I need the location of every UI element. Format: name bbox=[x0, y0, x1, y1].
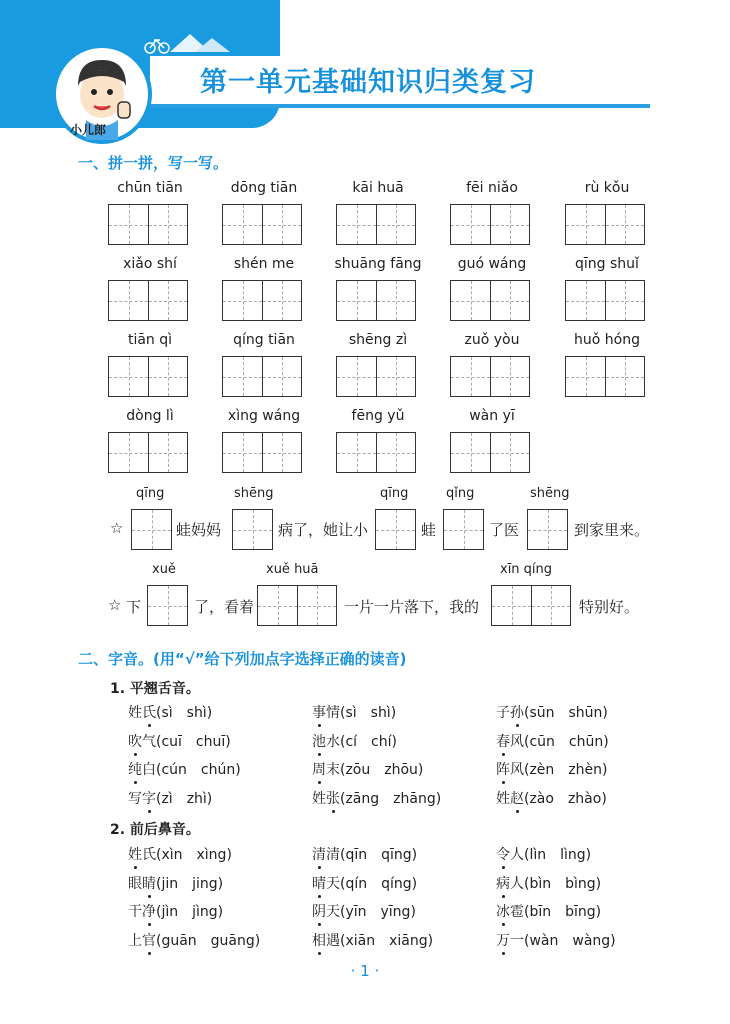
word-char: 风 bbox=[510, 762, 524, 778]
section2-title: 二、字音。(用“√”给下列加点字选择正确的读音) bbox=[78, 650, 407, 668]
write-box[interactable] bbox=[450, 280, 530, 321]
sentence2-pinyin-1: xuě bbox=[152, 562, 176, 577]
sentence1-pinyin-2: shēng bbox=[234, 486, 274, 501]
write-box[interactable] bbox=[527, 509, 568, 550]
pinyin-options: (bìn bìng) bbox=[524, 875, 602, 892]
word-char: 情 bbox=[326, 705, 340, 721]
tone-choice-item[interactable] bbox=[312, 759, 423, 779]
pinyin-options: (zào zhào) bbox=[524, 790, 607, 807]
pinyin-label: xìng wáng bbox=[227, 408, 301, 424]
bike-mountain-icon bbox=[140, 28, 250, 56]
subsection2-title: 2. 前后鼻音。 bbox=[110, 822, 200, 838]
pinyin-label: shēng zì bbox=[348, 332, 408, 348]
word-char: 令 bbox=[496, 844, 510, 864]
pinyin-options: (guān guāng) bbox=[156, 932, 261, 949]
word-char: 官 bbox=[142, 930, 156, 950]
write-box[interactable] bbox=[565, 204, 645, 245]
pinyin-label: tiān qì bbox=[127, 332, 173, 348]
pinyin-options: (xiān xiāng) bbox=[340, 932, 434, 949]
word-char: 姓 bbox=[312, 790, 326, 807]
write-box[interactable] bbox=[450, 432, 530, 473]
write-box[interactable] bbox=[375, 509, 416, 550]
tone-choice-item[interactable] bbox=[312, 702, 396, 722]
pinyin-label: kāi huā bbox=[352, 180, 404, 196]
tone-choice-item[interactable] bbox=[496, 759, 607, 779]
write-box[interactable] bbox=[336, 280, 416, 321]
tone-choice-item[interactable] bbox=[128, 759, 241, 779]
pinyin-label: huǒ hóng bbox=[574, 332, 640, 348]
write-box[interactable] bbox=[491, 585, 571, 626]
tone-choice-item[interactable] bbox=[128, 731, 231, 751]
pinyin-options: (zōu zhōu) bbox=[340, 762, 424, 778]
pinyin-label: qíng tiān bbox=[233, 332, 295, 348]
word-char: 病 bbox=[496, 873, 510, 893]
tone-choice-item[interactable] bbox=[312, 930, 433, 950]
pinyin-label: xiǎo shí bbox=[123, 256, 177, 272]
pinyin-options: (xìn xìng) bbox=[156, 847, 232, 863]
word-char: 晴 bbox=[312, 873, 326, 893]
sentence-text: 特别好。 bbox=[579, 598, 640, 616]
pinyin-label: fēng yǔ bbox=[351, 408, 405, 424]
sentence-text: 到家里来。 bbox=[574, 521, 650, 539]
sentence-text: 蛙妈妈 bbox=[176, 521, 222, 539]
pinyin-label: shén me bbox=[233, 256, 295, 272]
pinyin-label: qīng shuǐ bbox=[575, 256, 639, 272]
tone-choice-item[interactable] bbox=[128, 873, 223, 893]
write-box[interactable] bbox=[232, 509, 273, 550]
word-char: 干 bbox=[128, 904, 142, 920]
word-char: 阵 bbox=[496, 759, 510, 779]
pinyin-label: chūn tiān bbox=[117, 180, 183, 196]
pinyin-options: (zèn zhèn) bbox=[524, 762, 608, 778]
pinyin-options: (sì shì) bbox=[156, 705, 213, 721]
word-char: 上 bbox=[128, 932, 142, 949]
word-char: 阴 bbox=[312, 901, 326, 921]
section1-title: 一、拼一拼，写一写。 bbox=[78, 154, 229, 172]
pinyin-label: zuǒ yòu bbox=[464, 332, 520, 348]
tone-choice-item[interactable] bbox=[496, 844, 591, 864]
pinyin-options: (cūn chūn) bbox=[524, 733, 609, 750]
word-char: 天 bbox=[326, 875, 340, 892]
pinyin-options: (zāng zhāng) bbox=[340, 790, 442, 807]
sentence1-pinyin-3: qīng bbox=[380, 486, 409, 501]
sentence1-pinyin-4: qǐng bbox=[446, 486, 475, 501]
tone-choice-item[interactable] bbox=[312, 731, 397, 751]
tone-choice-item[interactable] bbox=[128, 901, 223, 921]
sentence1-pinyin-5: shēng bbox=[530, 486, 570, 501]
word-char: 一 bbox=[510, 932, 524, 949]
word-char: 张 bbox=[326, 788, 340, 808]
write-box[interactable] bbox=[108, 356, 188, 397]
tone-choice-item[interactable] bbox=[128, 844, 232, 864]
word-char: 末 bbox=[326, 762, 340, 778]
pinyin-options: (qín qíng) bbox=[340, 875, 418, 892]
tone-choice-item[interactable] bbox=[496, 901, 601, 921]
sentence-text: 下 bbox=[126, 598, 142, 616]
write-box[interactable] bbox=[222, 204, 302, 245]
pinyin-label: shuāng fāng bbox=[334, 256, 422, 272]
write-box[interactable] bbox=[222, 432, 302, 473]
pinyin-label: wàn yī bbox=[469, 408, 515, 424]
pinyin-label: guó wáng bbox=[457, 256, 527, 272]
sentence-text: 蛙 bbox=[421, 521, 437, 539]
tone-choice-item[interactable] bbox=[496, 702, 608, 722]
word-char: 遇 bbox=[326, 932, 340, 949]
word-char: 子 bbox=[496, 705, 510, 721]
word-char: 周 bbox=[312, 759, 326, 779]
pinyin-options: (jin jing) bbox=[156, 875, 224, 892]
page-number: · 1 · bbox=[350, 962, 380, 980]
word-char: 纯 bbox=[128, 759, 142, 779]
tone-choice-item[interactable] bbox=[128, 788, 212, 808]
tone-choice-item[interactable] bbox=[312, 901, 416, 921]
word-char: 字 bbox=[142, 788, 156, 808]
word-char: 清 bbox=[326, 847, 340, 863]
sentence-text: 了医 bbox=[489, 521, 520, 539]
write-box[interactable] bbox=[108, 432, 188, 473]
sentence2-pinyin-3: xīn qíng bbox=[500, 562, 553, 577]
tone-choice-item[interactable] bbox=[128, 702, 212, 722]
avatar-label: 小儿郎 bbox=[70, 123, 107, 137]
pinyin-options: (wàn wàng) bbox=[524, 932, 616, 949]
tone-choice-item[interactable] bbox=[128, 930, 260, 950]
word-char: 白 bbox=[142, 762, 156, 778]
write-box[interactable] bbox=[222, 280, 302, 321]
write-box[interactable] bbox=[450, 204, 530, 245]
word-char: 春 bbox=[496, 731, 510, 751]
word-char: 池 bbox=[312, 731, 326, 751]
word-char: 姓 bbox=[128, 844, 142, 864]
tone-choice-item[interactable] bbox=[496, 930, 616, 950]
word-char: 净 bbox=[142, 901, 156, 921]
write-box[interactable] bbox=[565, 356, 645, 397]
sentence1-pinyin-1: qīng bbox=[136, 486, 165, 501]
word-char: 睛 bbox=[142, 873, 156, 893]
word-char: 冰 bbox=[496, 901, 510, 921]
tone-choice-item[interactable] bbox=[496, 731, 609, 751]
pinyin-options: (cuī chuī) bbox=[156, 733, 231, 750]
write-box[interactable] bbox=[222, 356, 302, 397]
word-char: 孙 bbox=[510, 702, 524, 722]
tone-choice-item[interactable] bbox=[312, 873, 417, 893]
write-box[interactable] bbox=[108, 280, 188, 321]
word-char: 赵 bbox=[510, 788, 524, 808]
write-box[interactable] bbox=[336, 432, 416, 473]
word-char: 姓 bbox=[128, 705, 142, 721]
word-char: 相 bbox=[312, 930, 326, 950]
word-char: 雹 bbox=[510, 904, 524, 920]
pinyin-options: (zì zhì) bbox=[156, 790, 213, 807]
word-char: 眼 bbox=[128, 875, 142, 892]
write-box[interactable] bbox=[450, 356, 530, 397]
write-box[interactable] bbox=[443, 509, 484, 550]
pinyin-options: (sì shì) bbox=[340, 705, 397, 721]
word-char: 天 bbox=[326, 904, 340, 920]
write-box[interactable] bbox=[108, 204, 188, 245]
word-char: 事 bbox=[312, 702, 326, 722]
word-char: 写 bbox=[128, 790, 142, 807]
sentence-text: 了，看着 bbox=[194, 598, 255, 616]
star-icon: ☆ bbox=[108, 596, 122, 614]
word-char: 姓 bbox=[496, 790, 510, 807]
tone-choice-item[interactable] bbox=[312, 788, 441, 808]
sentence2-pinyin-2: xuě huā bbox=[266, 562, 319, 577]
word-char: 清 bbox=[312, 844, 326, 864]
tone-choice-item[interactable] bbox=[312, 844, 417, 864]
pinyin-options: (jìn jìng) bbox=[156, 904, 224, 920]
write-box[interactable] bbox=[565, 280, 645, 321]
word-char: 人 bbox=[510, 875, 524, 892]
write-box[interactable] bbox=[257, 585, 337, 626]
pinyin-options: (sūn shūn) bbox=[524, 705, 608, 721]
word-char: 吹 bbox=[128, 731, 142, 751]
word-char: 万 bbox=[496, 930, 510, 950]
pinyin-options: (yīn yīng) bbox=[340, 904, 416, 920]
pinyin-options: (qīn qīng) bbox=[340, 847, 418, 863]
word-char: 气 bbox=[142, 733, 156, 750]
pinyin-label: fēi niǎo bbox=[466, 180, 518, 196]
page-title: 第一单元基础知识归类复习 bbox=[200, 67, 536, 98]
word-char: 人 bbox=[510, 847, 524, 863]
write-box[interactable] bbox=[131, 509, 172, 550]
write-box[interactable] bbox=[336, 356, 416, 397]
sentence-text: 一片一片落下，我的 bbox=[344, 598, 480, 616]
pinyin-options: (bīn bīng) bbox=[524, 904, 602, 920]
tone-choice-item[interactable] bbox=[496, 873, 601, 893]
pinyin-label: dòng lì bbox=[126, 408, 174, 424]
word-char: 水 bbox=[326, 733, 340, 750]
subsection1-title: 1. 平翘舌音。 bbox=[110, 681, 200, 697]
write-box[interactable] bbox=[147, 585, 188, 626]
star-icon: ☆ bbox=[110, 519, 124, 537]
pinyin-label: dōng tiān bbox=[230, 180, 298, 196]
pinyin-options: (lìn lìng) bbox=[524, 847, 592, 863]
word-char: 氏 bbox=[142, 847, 156, 863]
write-box[interactable] bbox=[336, 204, 416, 245]
word-char: 风 bbox=[510, 733, 524, 750]
sentence-text: 病了，她让小 bbox=[278, 521, 369, 539]
pinyin-label: rù kǒu bbox=[584, 180, 630, 196]
pinyin-options: (cún chún) bbox=[156, 762, 241, 778]
word-char: 氏 bbox=[142, 702, 156, 722]
tone-choice-item[interactable] bbox=[496, 788, 607, 808]
pinyin-options: (cí chí) bbox=[340, 733, 397, 750]
